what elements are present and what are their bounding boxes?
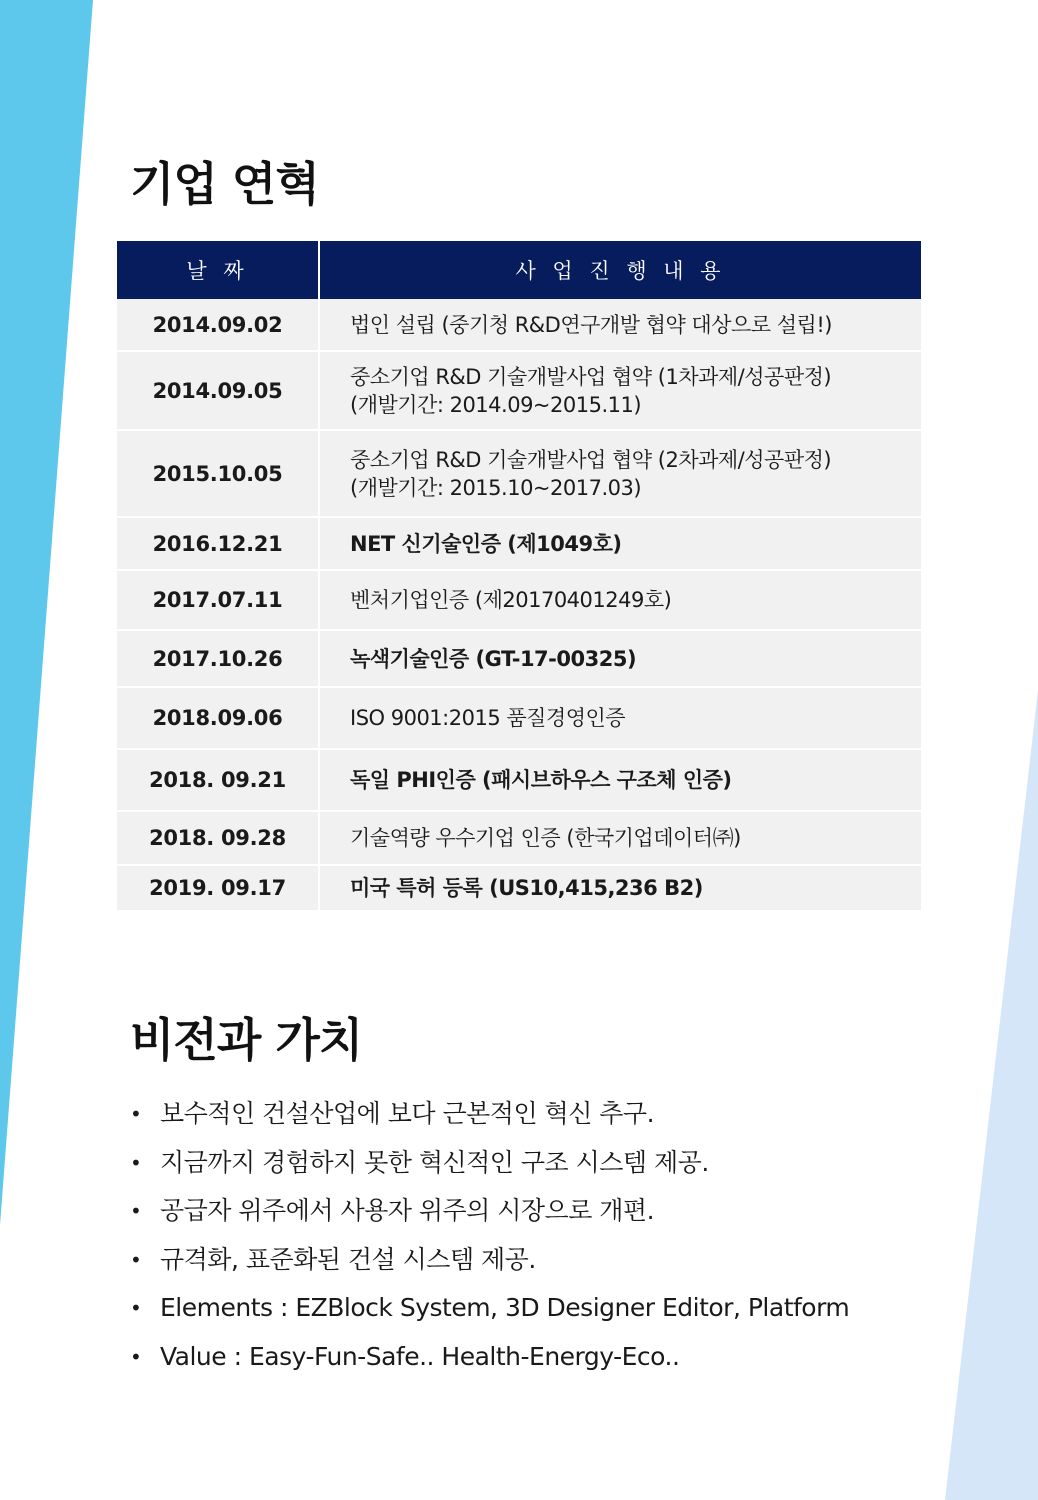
history-content-line: 벤처기업인증 (제20170401249호) <box>350 588 672 612</box>
date-column-header: 날 짜 <box>117 241 319 299</box>
history-content-line: NET 신기술인증 (제1049호) <box>350 531 622 556</box>
history-date: 2018. 09.21 <box>117 749 319 811</box>
history-content <box>319 570 921 630</box>
content-column-header: 사 업 진 행 내 용 <box>319 241 921 299</box>
history-row <box>117 687 921 749</box>
vision-item-text: Value : Easy-Fun-Safe.. Health-Energy-Eco.. <box>160 1341 680 1371</box>
history-table <box>117 241 921 912</box>
history-content-line: 기술역량 우수기업 인증 (한국기업데이터㈜) <box>350 826 741 850</box>
vision-title: 비전과 가치 <box>130 1013 363 1067</box>
history-row <box>117 630 921 687</box>
history-content <box>319 299 921 351</box>
vision-item <box>130 1139 950 1188</box>
history-content-line: (개발기간: 2015.10~2017.03) <box>350 475 642 500</box>
history-row <box>117 570 921 630</box>
history-row <box>117 811 921 865</box>
history-row <box>117 351 921 430</box>
history-table-body <box>117 299 921 911</box>
history-content <box>319 749 921 811</box>
history-content <box>319 811 921 865</box>
history-content-line: (개발기간: 2014.09~2015.11) <box>350 392 642 417</box>
history-table-header <box>117 241 921 299</box>
vision-item <box>130 1236 950 1285</box>
history-content <box>319 430 921 517</box>
history-date: 2018.09.06 <box>117 687 319 749</box>
left-blue-stripe <box>0 0 93 1225</box>
history-content <box>319 517 921 570</box>
history-date: 2017.10.26 <box>117 630 319 687</box>
vision-item <box>130 1284 950 1333</box>
history-content-line: 미국 특허 등록 (US10,415,236 B2) <box>350 876 703 900</box>
history-row <box>117 865 921 911</box>
bullet-icon: • <box>130 1150 142 1175</box>
history-date: 2014.09.02 <box>117 299 319 351</box>
bullet-icon: • <box>130 1344 142 1369</box>
history-row <box>117 517 921 570</box>
vision-item <box>130 1187 950 1236</box>
vision-item-text: Elements : EZBlock System, 3D Designer Editor, Platform <box>160 1293 850 1322</box>
history-content-line: 중소기업 R&D 기술개발사업 협약 (2차과제/성공판정) <box>350 447 832 472</box>
vision-item-text: 규격화, 표준화된 건설 시스템 제공. <box>160 1244 536 1274</box>
history-content <box>319 865 921 911</box>
history-content <box>319 630 921 687</box>
history-date: 2016.12.21 <box>117 517 319 570</box>
vision-item-text: 공급자 위주에서 사용자 위주의 시장으로 개편. <box>160 1196 655 1225</box>
bullet-icon: • <box>130 1296 142 1320</box>
history-content-line: ISO 9001:2015 품질경영인증 <box>350 706 626 730</box>
history-row <box>117 430 921 517</box>
history-date: 2014.09.05 <box>117 351 319 430</box>
vision-item-text: 보수적인 건설산업에 보다 근본적인 혁신 추구. <box>160 1099 655 1128</box>
vision-list <box>130 1090 950 1381</box>
history-content <box>319 687 921 749</box>
history-content-line: 녹색기술인증 (GT-17-00325) <box>350 646 637 671</box>
history-date: 2018. 09.28 <box>117 811 319 865</box>
history-content <box>319 351 921 430</box>
history-row <box>117 299 921 351</box>
history-title: 기업 연혁 <box>130 157 319 211</box>
vision-item-text: 지금까지 경험하지 못한 혁신적인 구조 시스템 제공. <box>160 1147 709 1177</box>
history-content-line: 중소기업 R&D 기술개발사업 협약 (1차과제/성공판정) <box>350 364 832 389</box>
history-date: 2015.10.05 <box>117 430 319 517</box>
history-content-line: 독일 PHI인증 (패시브하우스 구조체 인증) <box>350 768 732 792</box>
history-date: 2017.07.11 <box>117 570 319 630</box>
bullet-icon: • <box>130 1102 142 1126</box>
bullet-icon: • <box>130 1247 142 1272</box>
vision-item <box>130 1090 950 1139</box>
history-content-line: 법인 설립 (중기청 R&D연구개발 협약 대상으로 설립!) <box>350 312 832 337</box>
vision-item <box>130 1333 950 1382</box>
bullet-icon: • <box>130 1199 142 1223</box>
right-light-stripe <box>945 690 1038 1500</box>
history-row <box>117 749 921 811</box>
history-date: 2019. 09.17 <box>117 865 319 911</box>
